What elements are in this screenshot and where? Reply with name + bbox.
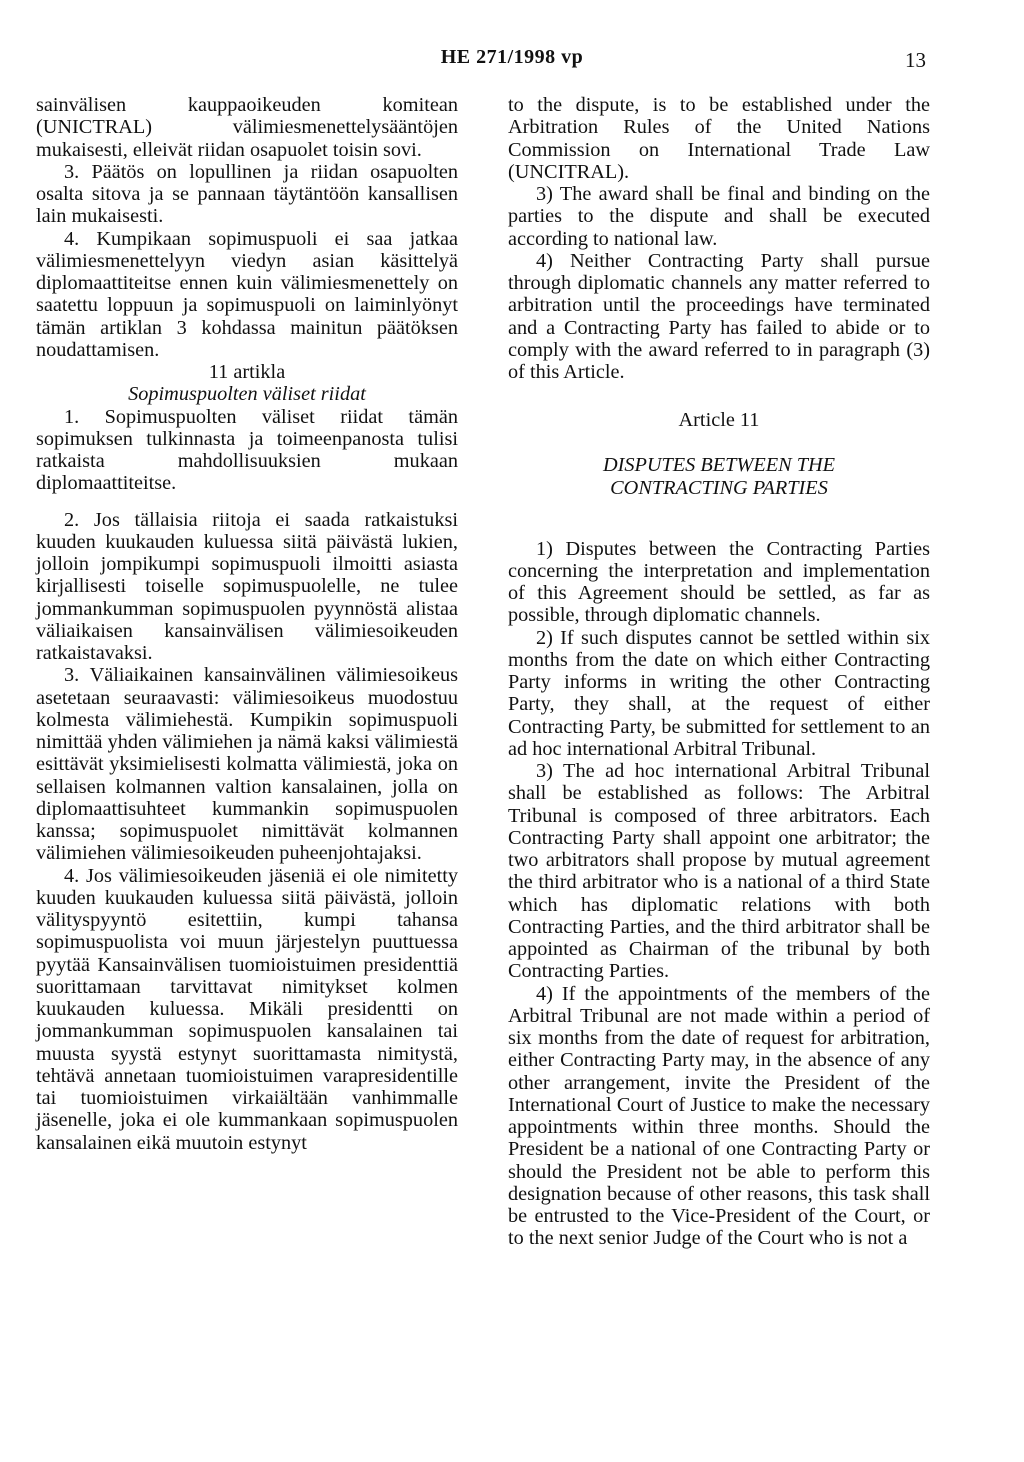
paragraph: 3. Väliaikainen kansainvälinen välimiesoikeus asetetaan seuraavasti: välimiesoikeus muodostuu kolmesta välimiehestä. Kumpikin sopimuspuoli nimittää yhden välimiehen ja nämä kaksi välimiestä esittävät yksimielisesti kolmatta välimiestä, joka on sellaisen kolmannen valtion kansalainen, jolla on diplomaattisuhteet kummankin sopimuspuolen kanssa; sopimuspuolet nimittävät kolmannen välimiehen välimiesoikeuden puheenjohtajaksi.: [36, 664, 458, 865]
paragraph: 1) Disputes between the Contracting Parties concerning the interpretation and implementation of this Agreement should be settled, as far as possible, through diplomatic channels.: [508, 537, 930, 627]
finnish-column: [36, 94, 458, 1154]
paragraph: 3. Päätös on lopullinen ja riidan osapuolten osalta sitova ja se pannaan täytäntöön kansallisen lain mukaisesti.: [36, 160, 458, 228]
article-heading: Article 11: [678, 409, 760, 432]
article-subtitle: [508, 454, 930, 500]
article-subtitle: Sopimuspuolten väliset riidat: [128, 383, 366, 406]
paragraph: 1. Sopimuspuolten väliset riidat tämän sopimuksen tulkinnasta ja toimeenpanosta tulisi ratkaista mahdollisuuksien mukaan diplomaattiteitse.: [36, 405, 458, 495]
page-number: 13: [905, 48, 926, 72]
paragraph: 4) If the appointments of the members of the Arbitral Tribunal are not made within a period of six months from the date of request for arbitration, either Contracting Party may, in the absence of any other arrangement, invite the President of the International Court of Justice to make the necessary appointments within three months. Should the President be a national of one Contracting Party or should the President not be able to perform this designation because of other reasons, this task shall be entrusted to the Vice-President of the Court, or to the next senior Judge of the Court who is not a: [508, 982, 930, 1250]
paragraph: 3) The award shall be final and binding on the parties to the dispute and shall be executed according to national law.: [508, 183, 930, 250]
document-reference: HE 271/1998 vp: [440, 46, 584, 68]
english-column: [508, 94, 930, 1250]
paragraph: sainvälisen kauppaoikeuden komitean (UNICTRAL) välimiesmenettelysääntöjen mukaisesti, elleivät riidan osapuolet toisin sovi.: [36, 94, 458, 161]
paragraph: 4. Jos välimiesoikeuden jäseniä ei ole nimitetty kuuden kuukauden kuluessa siitä päivästä, jolloin välityspyyntö esitettiin, kumpi tahansa sopimuspuolista voi muun järjestelyn puuttuessa pyytää Kansainvälisen tuomioistuimen presidenttiä suorittamaan tarvittavat nimitykset kolmen kuukauden kuluessa. Mikäli presidentti on jommankumman sopimuspuolen kansalainen tai muusta syystä estynyt suorittamasta nimitystä, tehtävä annetaan tuomioistuimen varapresidentille tai tuomioistuimen virkaiältään vanhimmalle jäsenelle, joka ei ole kummankaan sopimuspuolen kansalainen eikä muutoin estynyt: [36, 864, 458, 1154]
paragraph: 4. Kumpikaan sopimuspuoli ei saa jatkaa välimiesmenettelyyn viedyn asian käsittelyä diplomaattiteitse ennen kuin välimiesmenettely on saatettu loppuun ja sopimuspuoli on laiminlyönyt tämän artiklan 3 kohdassa mainitun päätöksen noudattamisen.: [36, 227, 458, 361]
article-subtitle-line: CONTRACTING PARTIES: [610, 476, 828, 499]
paragraph: 2. Jos tällaisia riitoja ei saada ratkaistuksi kuuden kuukauden kuluessa siitä päivästä lukien, jolloin jompikumpi sopimuspuoli ilmoitti asiasta kirjallisesti toiselle sopimuspuolelle, ne tulee jommankumman sopimuspuolen pyynnöstä alistaa väliaikaisen kansainvälisen välimiesoikeuden ratkaistavaksi.: [36, 508, 458, 664]
paragraph: 4) Neither Contracting Party shall pursue through diplomatic channels any matter referred to arbitration until the proceedings have terminated and a Contracting Party has failed to abide or to comply with the award referred to in paragraph (3) of this Article.: [508, 249, 930, 383]
paragraph: to the dispute, is to be established under the Arbitration Rules of the United Nations Commission on International Trade Law (UNCITRAL).: [508, 94, 930, 183]
article-subtitle-line: DISPUTES BETWEEN THE: [602, 453, 836, 476]
paragraph: 3) The ad hoc international Arbitral Tribunal shall be established as follows: The Arbitral Tribunal is composed of three arbitrators. Each Contracting Party shall appoint one arbitrator; the two arbitrators shall propose by mutual agreement the third arbitrator who is a national of a third State which has diplomatic relations with both Contracting Parties, and the third arbitrator shall be appointed as Chairman of the tribunal by both Contracting Parties.: [508, 760, 930, 983]
article-heading: 11 artikla: [208, 361, 286, 383]
paragraph: 2) If such disputes cannot be settled within six months from the date on which either Contracting Party informs in writing the other Contracting Party, they shall, at the request of either Contracting Party, be submitted for settlement to an ad hoc international Arbitral Tribunal.: [508, 626, 930, 760]
